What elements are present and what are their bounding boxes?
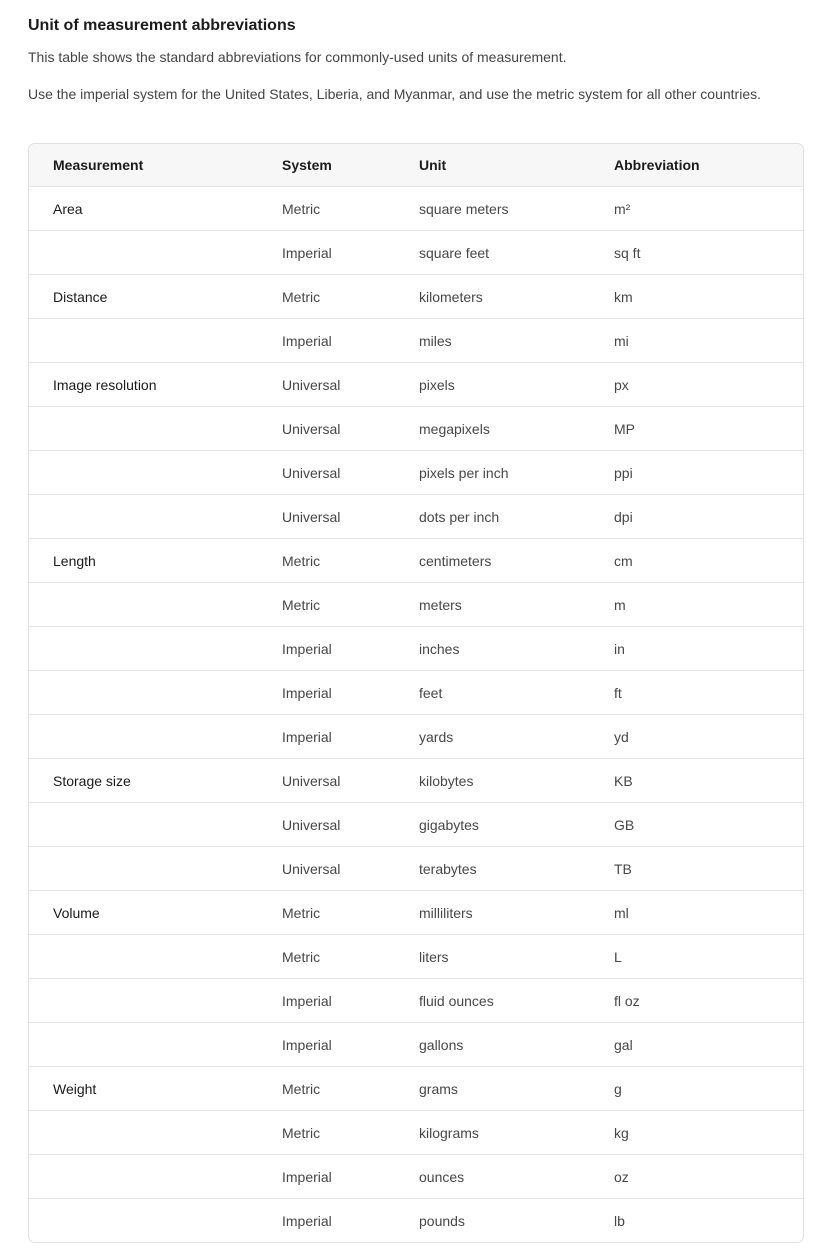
table-row <box>29 1067 803 1111</box>
unit-cell: miles <box>395 319 590 363</box>
system-cell: Imperial <box>258 671 395 715</box>
unit-cell: terabytes <box>395 847 590 891</box>
unit-cell: gigabytes <box>395 803 590 847</box>
intro-text: This table shows the standard abbreviations for commonly-used units of measurement. <box>28 49 567 65</box>
abbreviation-cell: cm <box>590 539 803 583</box>
table-row <box>29 979 803 1023</box>
system-cell: Imperial <box>258 715 395 759</box>
table-row <box>29 1199 803 1243</box>
table-row <box>29 539 803 583</box>
column-header-measurement: Measurement <box>29 144 258 187</box>
abbreviation-cell: yd <box>590 715 803 759</box>
measurement-cell: Image resolution <box>29 363 258 407</box>
table-row <box>29 1111 803 1155</box>
measurement-cell <box>29 231 258 275</box>
unit-cell: centimeters <box>395 539 590 583</box>
abbreviation-cell: in <box>590 627 803 671</box>
table-row <box>29 627 803 671</box>
unit-cell: inches <box>395 627 590 671</box>
system-cell: Universal <box>258 759 395 803</box>
system-cell: Metric <box>258 583 395 627</box>
measurement-cell <box>29 671 258 715</box>
unit-cell: megapixels <box>395 407 590 451</box>
unit-cell: kilograms <box>395 1111 590 1155</box>
abbreviation-cell: m² <box>590 187 803 231</box>
system-cell: Imperial <box>258 319 395 363</box>
system-cell: Imperial <box>258 1023 395 1067</box>
table-row <box>29 1023 803 1067</box>
system-cell: Imperial <box>258 979 395 1023</box>
table-row <box>29 891 803 935</box>
measurement-cell: Storage size <box>29 759 258 803</box>
table-row <box>29 715 803 759</box>
abbreviation-cell: km <box>590 275 803 319</box>
system-cell: Metric <box>258 1067 395 1111</box>
column-header-abbreviation: Abbreviation <box>590 144 803 187</box>
table-row <box>29 583 803 627</box>
abbreviation-cell: gal <box>590 1023 803 1067</box>
system-cell: Metric <box>258 1111 395 1155</box>
unit-cell: milliliters <box>395 891 590 935</box>
column-header-system: System <box>258 144 395 187</box>
page-title: Unit of measurement abbreviations <box>28 17 296 34</box>
measurement-cell <box>29 715 258 759</box>
abbreviations-table <box>29 144 803 1242</box>
measurement-cell <box>29 407 258 451</box>
unit-cell: yards <box>395 715 590 759</box>
abbreviation-cell: GB <box>590 803 803 847</box>
measurement-cell: Weight <box>29 1067 258 1111</box>
abbreviation-cell: ppi <box>590 451 803 495</box>
measurement-cell <box>29 935 258 979</box>
measurement-cell <box>29 1155 258 1199</box>
system-cell: Imperial <box>258 1155 395 1199</box>
measurement-cell <box>29 979 258 1023</box>
unit-cell: grams <box>395 1067 590 1111</box>
abbreviation-cell: KB <box>590 759 803 803</box>
system-cell: Universal <box>258 803 395 847</box>
system-cell: Universal <box>258 451 395 495</box>
system-cell: Universal <box>258 407 395 451</box>
abbreviation-cell: sq ft <box>590 231 803 275</box>
unit-cell: meters <box>395 583 590 627</box>
table-row <box>29 275 803 319</box>
measurement-cell: Distance <box>29 275 258 319</box>
table-row <box>29 935 803 979</box>
table-row <box>29 847 803 891</box>
measurement-cell <box>29 1111 258 1155</box>
unit-cell: pixels per inch <box>395 451 590 495</box>
abbreviation-cell: ft <box>590 671 803 715</box>
table-row <box>29 363 803 407</box>
abbreviation-cell: px <box>590 363 803 407</box>
measurement-cell <box>29 495 258 539</box>
table-row <box>29 231 803 275</box>
system-cell: Metric <box>258 891 395 935</box>
abbreviation-cell: fl oz <box>590 979 803 1023</box>
abbreviation-cell: kg <box>590 1111 803 1155</box>
system-cell: Imperial <box>258 231 395 275</box>
table-row <box>29 495 803 539</box>
table-header <box>29 144 803 187</box>
unit-cell: ounces <box>395 1155 590 1199</box>
measurement-cell: Area <box>29 187 258 231</box>
abbreviation-cell: dpi <box>590 495 803 539</box>
measurement-cell: Length <box>29 539 258 583</box>
system-cell: Universal <box>258 495 395 539</box>
header-row <box>29 144 803 187</box>
unit-cell: feet <box>395 671 590 715</box>
measurement-cell <box>29 1023 258 1067</box>
unit-cell: pixels <box>395 363 590 407</box>
table-row <box>29 407 803 451</box>
table-row <box>29 187 803 231</box>
unit-cell: dots per inch <box>395 495 590 539</box>
system-cell: Metric <box>258 275 395 319</box>
system-cell: Metric <box>258 187 395 231</box>
table-row <box>29 759 803 803</box>
column-header-unit: Unit <box>395 144 590 187</box>
measurement-cell <box>29 1199 258 1243</box>
measurement-cell: Volume <box>29 891 258 935</box>
abbreviation-cell: ml <box>590 891 803 935</box>
unit-cell: liters <box>395 935 590 979</box>
abbreviation-cell: L <box>590 935 803 979</box>
measurement-cell <box>29 847 258 891</box>
unit-cell: kilobytes <box>395 759 590 803</box>
measurement-cell <box>29 803 258 847</box>
abbreviation-cell: g <box>590 1067 803 1111</box>
table-row <box>29 803 803 847</box>
abbreviation-cell: m <box>590 583 803 627</box>
unit-cell: gallons <box>395 1023 590 1067</box>
measurement-cell <box>29 319 258 363</box>
table-row <box>29 451 803 495</box>
abbreviations-table-container <box>28 143 804 1243</box>
table-row <box>29 671 803 715</box>
system-cell: Imperial <box>282 1212 332 1229</box>
abbreviation-cell: MP <box>590 407 803 451</box>
abbreviation-cell: mi <box>590 319 803 363</box>
unit-cell: square meters <box>395 187 590 231</box>
measurement-cell <box>29 627 258 671</box>
table-body <box>29 187 803 1243</box>
unit-cell: square feet <box>395 231 590 275</box>
measurement-cell <box>29 451 258 495</box>
unit-cell: pounds <box>419 1212 465 1229</box>
system-cell: Imperial <box>258 627 395 671</box>
system-cell: Universal <box>258 847 395 891</box>
unit-cell: fluid ounces <box>395 979 590 1023</box>
system-cell: Universal <box>258 363 395 407</box>
measurement-cell <box>29 583 258 627</box>
system-cell: Metric <box>258 935 395 979</box>
usage-note: Use the imperial system for the United States, Liberia, and Myanmar, and use the metric system for all other countries. <box>28 86 761 102</box>
table-row <box>29 1155 803 1199</box>
abbreviation-cell: lb <box>614 1212 625 1229</box>
unit-cell: kilometers <box>395 275 590 319</box>
abbreviation-cell: oz <box>590 1155 803 1199</box>
system-cell: Metric <box>258 539 395 583</box>
table-row <box>29 319 803 363</box>
abbreviation-cell: TB <box>590 847 803 891</box>
